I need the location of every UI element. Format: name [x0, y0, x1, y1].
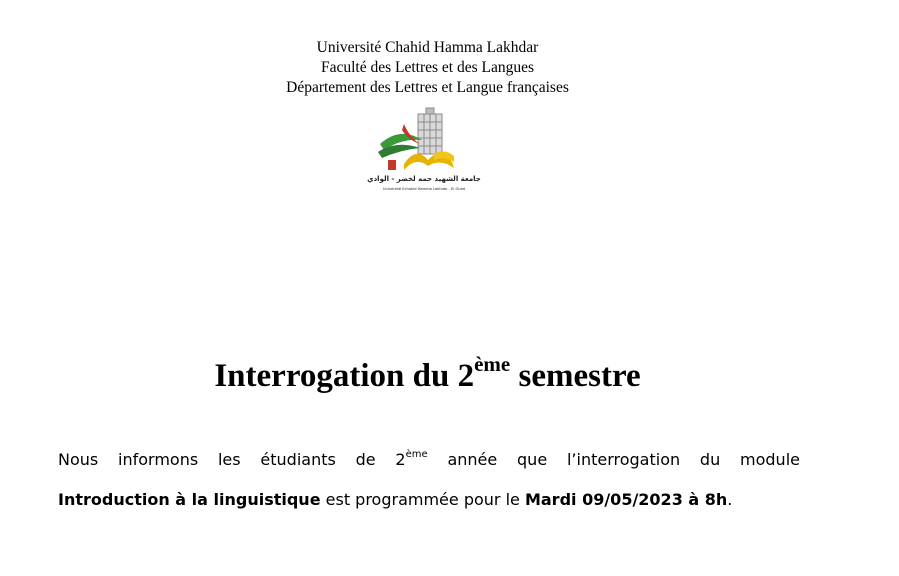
logo-arabic-text: جامعة الشهيد حمه لخضر - الوادي [367, 175, 481, 183]
announcement-text-middle: est programmée pour le [320, 490, 525, 509]
module-name: Introduction à la linguistique [58, 490, 321, 509]
university-logo-icon [367, 104, 481, 196]
document-header [0, 38, 855, 98]
exam-date: Mardi 09/05/2023 à 8h [524, 490, 728, 509]
announcement-line-1 [58, 448, 800, 472]
faculty-name: Faculté des Lettres et des Langues [320, 59, 535, 76]
title-superscript: ème [474, 352, 511, 376]
announcement-superscript: ème [405, 449, 428, 460]
title-end: semestre [510, 358, 641, 394]
announcement-text-end: année que l’interrogation du module [427, 450, 800, 469]
logo-latin-text: Université Echahid Hamma Lakhdar - El Oued [382, 187, 466, 191]
logo-building [418, 108, 442, 154]
title-main: Interrogation du 2 [214, 358, 475, 394]
announcement-line-2 [58, 488, 800, 512]
announcement-period: . [727, 490, 733, 509]
announcement-text-start: Nous informons les étudiants de 2 [58, 450, 406, 469]
university-name: Université Chahid Hamma Lakhdar [316, 39, 539, 56]
department-name: Département des Lettres et Langue françaises [286, 79, 569, 96]
page-title [0, 353, 855, 399]
